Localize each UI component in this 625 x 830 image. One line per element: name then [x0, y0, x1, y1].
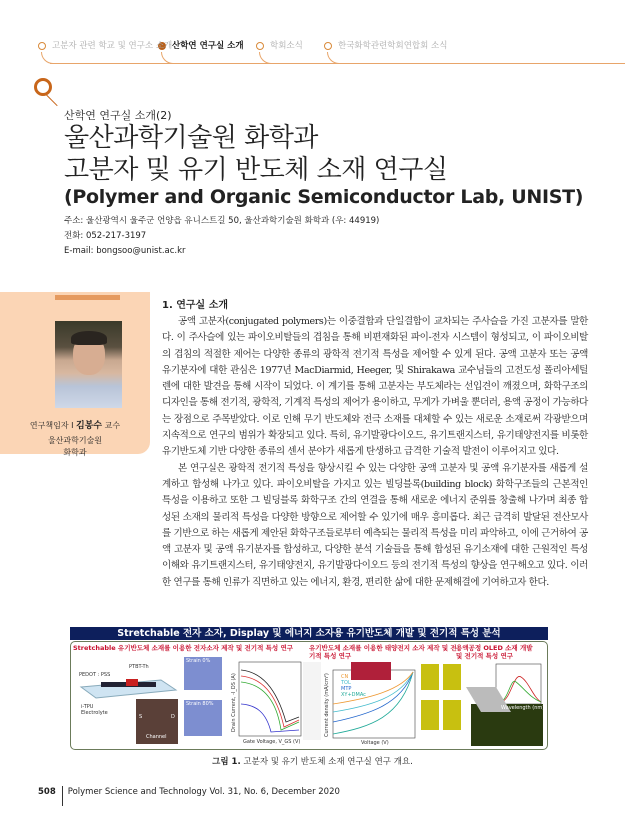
label-strain-0: Strain 0% [186, 658, 211, 664]
english-title: (Polymer and Organic Semiconductor Lab, UNIST) [64, 186, 584, 208]
address: 주소: 울산광역시 울주군 언양읍 유니스트길 50, 울산과학기술원 화학과 (우: 44919) [64, 216, 380, 226]
circle-icon [324, 42, 332, 50]
figure-artwork [71, 642, 547, 749]
caption-label: 그림 1. [212, 757, 241, 767]
label-pedot: PEDOT : PSS [79, 672, 111, 678]
section-heading: 1. 연구실 소개 [162, 300, 229, 311]
morphology-cn [421, 664, 439, 690]
axis-label-wavelength: Wavelength (nm) [501, 705, 545, 711]
phone: 전화: 052-217-3197 [64, 231, 147, 241]
axis-label-drain-current: Drain Current, -I_DS (A) [231, 673, 237, 732]
figure-panel [70, 641, 548, 750]
transfer-curve-40 [241, 682, 299, 730]
nav-item-federation-news[interactable] [324, 40, 447, 52]
title-line-1: 울산과학기술원 화학과 [64, 123, 318, 153]
axis-label-gate-voltage: Gate Voltage, V_GS (V) [243, 739, 301, 745]
circle-icon [256, 42, 264, 50]
morphology-tol [443, 664, 461, 690]
label-strain-80: Strain 80% [186, 701, 214, 707]
label-source: S [139, 714, 143, 720]
role: 연구책임자 I [29, 421, 76, 430]
page-title [64, 122, 447, 186]
researcher-name-line [0, 418, 150, 431]
figure-caption [0, 755, 625, 767]
legend-tol: TOL [341, 680, 351, 686]
contact-info [64, 214, 379, 259]
panel-label-oled: 용액공정 OLED 소재 개발 및 전기적 특성 연구 [456, 644, 533, 660]
researcher-sidebar [0, 292, 150, 457]
legend-xy: XY+DMAc [341, 692, 366, 698]
journal-info: Polymer Science and Technology Vol. 31, No. 6, December 2020 [67, 787, 340, 797]
email: E-mail: bongsoo@unist.ac.kr [64, 246, 186, 256]
nav-label: 고분자 관련 학교 및 연구소 소개 [52, 41, 173, 51]
legend-cn: CN [341, 674, 349, 680]
page-footer [38, 786, 340, 806]
axis-label-current-density: Current density (mA/cm²) [324, 673, 330, 737]
device-channel [126, 679, 138, 686]
solar-device-stack [351, 662, 391, 680]
el-spectrum-red [501, 676, 541, 702]
department: 화학과 [63, 448, 87, 457]
el-spectrum-green [501, 681, 541, 702]
nav-item-schools[interactable] [38, 40, 172, 52]
panel-label-stretchable: Stretchable 유기반도체 소재를 이용한 전자소자 제작 및 전기적 특성 연구 [73, 644, 294, 652]
legend-mtp: MTP [341, 686, 352, 692]
label-ptbt: PTBT-Th [129, 664, 149, 670]
axis-label-voltage: Voltage (V) [361, 740, 389, 746]
circle-icon [38, 42, 46, 50]
sidebar-accent-bar [55, 295, 120, 300]
nav-label: 한국화학관련학회연합회 소식 [338, 41, 448, 51]
label-itpu: i-TPU Electrolyte [81, 704, 108, 716]
nav-item-society-news[interactable] [256, 40, 303, 52]
label-channel: Channel [146, 734, 167, 740]
label-drain: D [171, 714, 175, 720]
morphology-xy [443, 700, 461, 730]
paragraph: 본 연구실은 광학적 전기적 특성을 향상시킬 수 있는 다양한 공액 고분자 및 공액 유기분자를 새롭게 설계하고 합성해 나가고 있다. 파이오비탈을 가지고 있는 빌딩블록(building block) 화학구조들의 근본적인 특성을 이용하고 또한 그 빌딩블록 화학구조 간의 연결을 통해 새로운 에너지 준위를 창출해 나가며 최종 합성된 소재의 물리적 특성을 다양한 방향으로 제어할 수 있기에 매우 흥미롭다. 최근 급격히 발달된 전산모사를 기반으로 하는 새롭게 제안된 화학구조들로부터 예측되는 물리적 특성을 미리 파악하고, 이에 근거하여 공액 고분자 및 공액 유기분자를 합성하고, 다양한 분석 기술들을 통해 합성된 유기소재에 대한 근원적인 특성 이해와 유기트랜지스터, 유기태양전지, 유기발광다이오드 등의 전기적 특성의 향상을 연구해오고 있다. 이러한 연구를 통해 인류가 직면하고 있는 에너지, 환경, 편리한 삶에 대한 문제해결에 기여하고자 한다. [162, 462, 588, 588]
body-text [162, 314, 588, 591]
paragraph: 공액 고분자(conjugated polymers)는 이중결합과 단일결합이 교차되는 주사슬을 가진 고분자를 말한다. 이 주사슬에 있는 파이오비탈들의 겹침을 통해 비편재화된 파이-전자 시스템이 형성되고, 이 파이오비탈의 겹침의 적절한 제어는 다양한 종류의 광학적 전기적 특성을 제어할 수 있게 된다. 공액 고분자 또는 공액 유기분자에 대한 관심은 1977년 MacDiarmid, Heeger, 및 Shirakawa 교수님들의 고전도성 폴리아세틸렌에 대한 발견을 통해 시작이 되었다. 이 계기를 통해 고분자는 부도체라는 선입견이 깨졌으며, 화학구조의 디자인을 통해 전기적, 광학적, 기계적 특성의 제어가 용이하고, 무게가 가벼울 뿐더러, 용액 공정이 가능하다는 장점으로 주목받았다. 이로 인해 무기 반도체와 전극 소재를 대체할 수 있는 새로운 소재로써 각광받으며 지속적으로 연구의 범위가 확장되고 있다. 특히, 유기발광다이오드, 유기트랜지스터, 유기태양전지를 비롯한 유기반도체 기반 다양한 종류의 센서 분야가 새롭게 탄생하고 급격한 기술적 발전이 이루어지고 있다. [162, 316, 588, 458]
nav-label: 산학연 연구실 소개 [172, 41, 244, 51]
series-label: 산학연 연구실 소개(2) [64, 109, 172, 122]
title-line-2: 고분자 및 유기 반도체 소재 연구실 [64, 155, 448, 185]
chemical-structure-1 [303, 662, 321, 740]
page-number: 508 [38, 787, 56, 797]
ring-line [46, 94, 58, 106]
footer-divider [62, 786, 63, 806]
affiliation: 울산과학기술원 [47, 436, 103, 445]
position: 교수 [102, 421, 121, 430]
figure-header: Stretchable 전자 소자, Display 및 에너지 소자용 유기반도체 개발 및 전기적 특성 분석 [70, 627, 548, 640]
researcher-name: 김봉수 [76, 421, 103, 431]
researcher-photo [55, 321, 122, 408]
panel-label-solar: 유기반도체 소재를 이용한 태양전지 소자 제작 및 전기적 특성 연구 [309, 644, 457, 660]
nav-label: 학회소식 [270, 41, 303, 51]
section-nav [0, 36, 625, 66]
morphology-mtp [421, 700, 439, 730]
ring-icon [34, 78, 52, 96]
transfer-curve-80 [241, 704, 299, 732]
caption-text: 고분자 및 유기 반도체 소재 연구실 연구 개요. [240, 757, 413, 767]
nav-divider [50, 63, 625, 64]
